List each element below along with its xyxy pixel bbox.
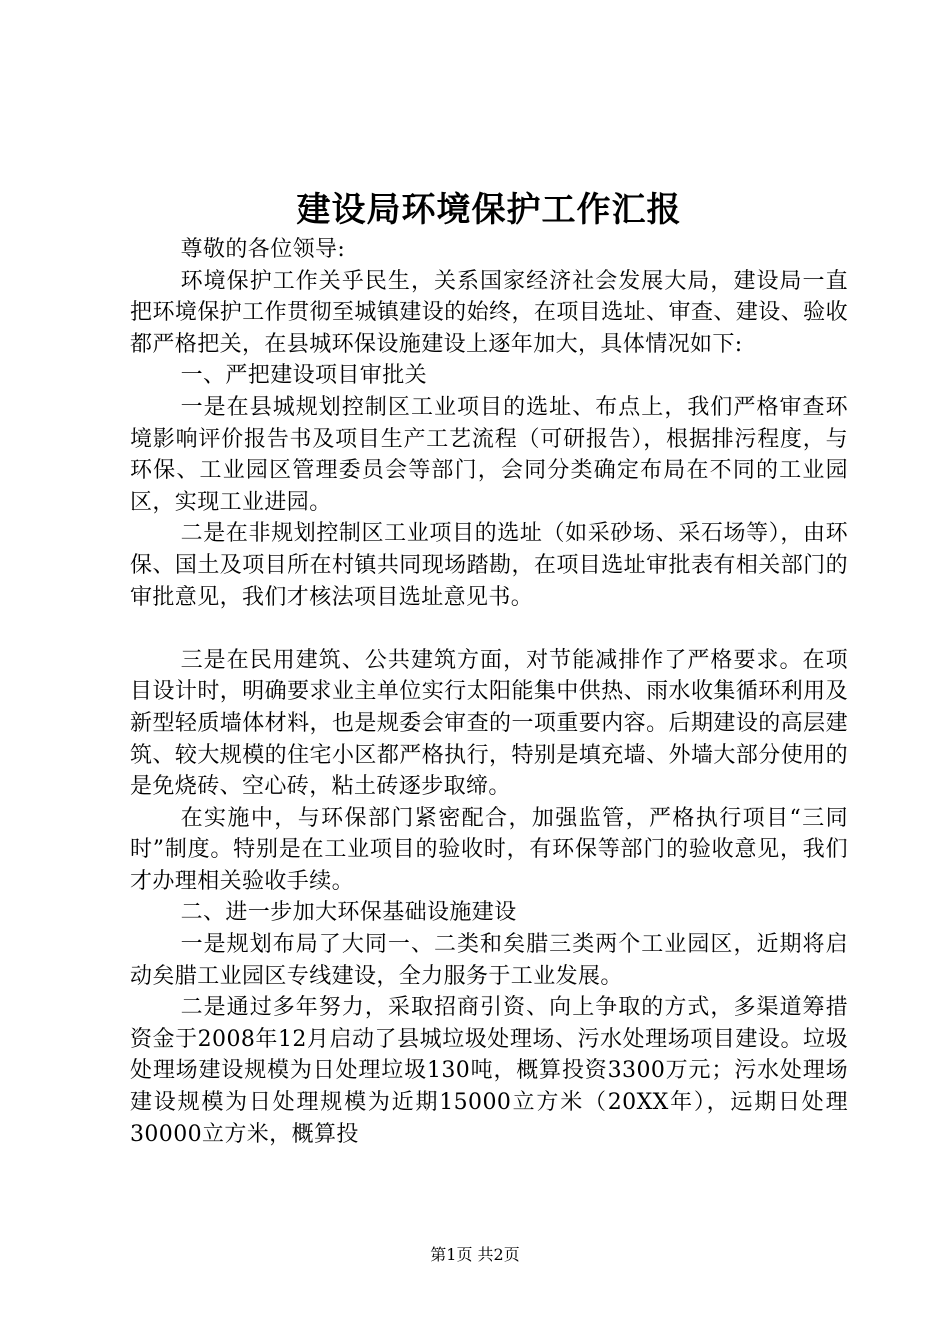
body-paragraph: 一是规划布局了大同一、二类和矣腊三类两个工业园区，近期将启动矣腊工业园区专线建设，全力服务于工业发展。 — [130, 932, 848, 989]
body-paragraph: 一是在县城规划控制区工业项目的选址、布点上，我们严格审查环境影响评价报告书及项目生产工艺流程（可研报告），根据排污程度，与环保、工业园区管理委员会等部门，会同分类确定布局在不同的工业园区，实现工业进园。 — [130, 394, 848, 515]
body-paragraph: 二是在非规划控制区工业项目的选址（如采砂场、采石场等），由环保、国土及项目所在村镇共同现场踏勘，在项目选址审批表有相关部门的审批意见，我们才核法项目选址意见书。 — [130, 521, 848, 610]
section-heading-2: 二、进一步加大环保基础设施建设 — [180, 900, 517, 926]
section-heading-1: 一、严把建设项目审批关 — [180, 363, 427, 389]
document-title: 建设局环境保护工作汇报 — [296, 190, 682, 230]
blank-line — [130, 613, 848, 645]
intro-paragraph: 环境保护工作关乎民生，关系国家经济社会发展大局，建设局一直把环境保护工作贯彻至城镇建设的始终，在项目选址、审查、建设、验收都严格把关，在县城环保设施建设上逐年加大，具体情况如下: — [130, 268, 848, 357]
document-body — [130, 234, 848, 1150]
body-paragraph: 在实施中，与环保部门紧密配合，加强监管，严格执行项目“三同时”制度。特别是在工业项目的验收时，有环保等部门的验收意见，我们才办理相关验收手续。 — [130, 805, 848, 894]
page-number-footer: 第1页 共2页 — [430, 1245, 520, 1264]
body-paragraph: 三是在民用建筑、公共建筑方面，对节能减排作了严格要求。在项目设计时，明确要求业主单位实行太阳能集中供热、雨水收集循环利用及新型轻质墙体材料，也是规委会审查的一项重要内容。后期建设的高层建筑、较大规模的住宅小区都严格执行，特别是填充墙、外墙大部分使用的是免烧砖、空心砖，粘土砖逐步取缔。 — [130, 647, 848, 800]
body-paragraph: 二是通过多年努力，采取招商引资、向上争取的方式，多渠道筹措资金于2008年12月启动了县城垃圾处理场、污水处理场项目建设。垃圾处理场建设规模为日处理垃圾130吨，概算投资3300万元；污水处理场建设规模为日处理规模为近期15000立方米（20XX年），远期日处理30000立方米，概算投 — [130, 995, 848, 1147]
salutation: 尊敬的各位领导: — [180, 237, 346, 262]
